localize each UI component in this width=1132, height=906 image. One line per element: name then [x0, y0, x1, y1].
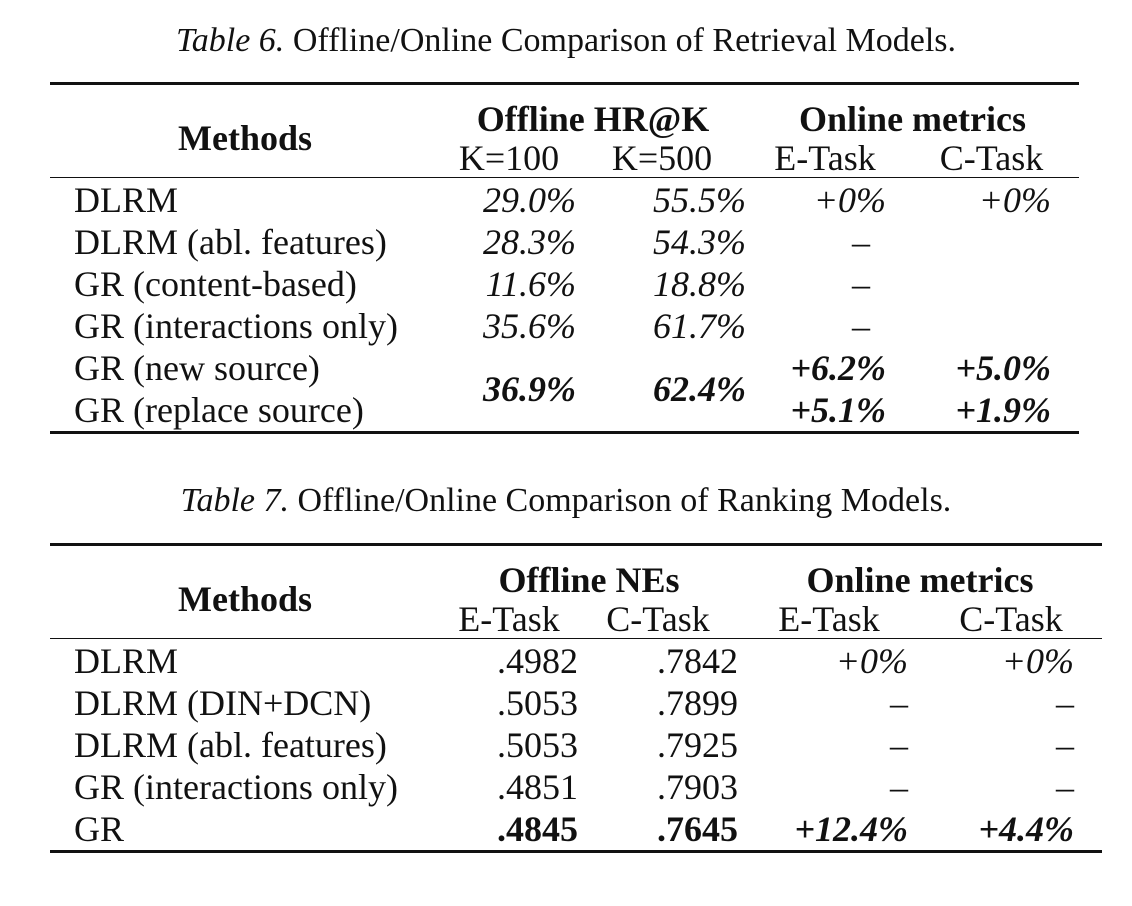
- method-cell: GR (interactions only): [74, 767, 398, 807]
- etask-cell: –: [852, 222, 870, 262]
- table-row: [50, 766, 1102, 808]
- k500-cell: 61.7%: [653, 306, 746, 346]
- methods-header: Methods: [178, 579, 312, 619]
- ne-ctask-cell: .7899: [657, 683, 738, 723]
- table-row: [50, 305, 1079, 347]
- table-row: [50, 179, 1079, 221]
- k500-cell: 54.3%: [653, 222, 746, 262]
- method-cell: DLRM: [74, 641, 179, 681]
- ne-ctask-cell: .7842: [657, 641, 738, 681]
- online-etask-header: E-Task: [778, 599, 880, 639]
- ne-etask-cell: .4845: [497, 809, 578, 849]
- retrieval-comparison-table: [50, 82, 1079, 443]
- online-metrics-header: Online metrics: [799, 99, 1026, 139]
- methods-header: Methods: [178, 118, 312, 158]
- online-etask-cell: +0%: [835, 641, 908, 681]
- table-row: [50, 724, 1102, 766]
- ne-etask-cell: .4851: [497, 767, 578, 807]
- etask-cell: +5.1%: [790, 390, 886, 430]
- ne-ctask-cell: .7903: [657, 767, 738, 807]
- online-ctask-cell: –: [1056, 725, 1074, 765]
- table6-caption: [0, 22, 1132, 60]
- ctask-cell: [904, 221, 1079, 263]
- ctask-cell: [904, 305, 1079, 347]
- ctask-cell: +5.0%: [955, 348, 1051, 388]
- method-cell: DLRM: [74, 180, 179, 220]
- method-cell: DLRM (abl. features): [74, 725, 387, 765]
- table-row: [50, 221, 1079, 263]
- method-cell: GR: [74, 809, 125, 849]
- ne-etask-cell: .4982: [497, 641, 578, 681]
- k100-cell: 11.6%: [485, 264, 576, 304]
- table7-caption-text: Offline/Online Comparison of Ranking Models.: [297, 482, 952, 519]
- etask-cell: –: [852, 264, 870, 304]
- k100-cell: 29.0%: [483, 180, 576, 220]
- table-row: [50, 263, 1079, 305]
- ne-ctask-cell: .7645: [657, 809, 738, 849]
- ne-ctask-cell: .7925: [657, 725, 738, 765]
- method-cell: GR (replace source): [74, 390, 364, 430]
- merged-k100-cell: 36.9%: [483, 369, 576, 409]
- table-row: [50, 347, 1079, 389]
- online-ctask-header: C-Task: [959, 599, 1063, 639]
- k500-cell: 55.5%: [653, 180, 746, 220]
- table6-caption-label: Table 6.: [175, 22, 285, 59]
- offline-ctask-header: C-Task: [606, 599, 710, 639]
- ctask-cell: [904, 263, 1079, 305]
- ranking-comparison-table: [50, 543, 1102, 862]
- online-ctask-cell: –: [1056, 683, 1074, 723]
- method-cell: GR (interactions only): [74, 306, 398, 346]
- method-cell: DLRM (DIN+DCN): [74, 683, 372, 723]
- offline-hr-header: Offline HR@K: [476, 99, 710, 139]
- k100-cell: 35.6%: [483, 306, 576, 346]
- table7-caption: [0, 482, 1132, 520]
- ne-etask-cell: .5053: [497, 683, 578, 723]
- ctask-cell: +1.9%: [955, 390, 1051, 430]
- ctask-header: C-Task: [939, 138, 1044, 178]
- online-ctask-cell: +0%: [1001, 641, 1074, 681]
- k100-cell: 28.3%: [483, 222, 576, 262]
- table-row: [50, 808, 1102, 852]
- merged-k500-cell: 62.4%: [653, 369, 746, 409]
- k100-header: K=100: [458, 138, 560, 178]
- table-row: [50, 682, 1102, 724]
- etask-cell: –: [852, 306, 870, 346]
- online-metrics-header: Online metrics: [806, 560, 1034, 600]
- ne-etask-cell: .5053: [497, 725, 578, 765]
- online-etask-cell: –: [890, 725, 908, 765]
- k500-header: K=500: [611, 138, 713, 178]
- etask-cell: +0%: [813, 180, 886, 220]
- online-etask-cell: –: [890, 683, 908, 723]
- online-etask-cell: +12.4%: [794, 809, 908, 849]
- offline-nes-header: Offline NEs: [498, 560, 680, 600]
- etask-header: E-Task: [774, 138, 876, 178]
- online-ctask-cell: –: [1056, 767, 1074, 807]
- table6-caption-text: Offline/Online Comparison of Retrieval Models.: [292, 22, 957, 59]
- online-ctask-cell: +4.4%: [978, 809, 1074, 849]
- method-cell: GR (content-based): [74, 264, 357, 304]
- method-cell: DLRM (abl. features): [74, 222, 387, 262]
- method-cell: GR (new source): [74, 348, 320, 388]
- ctask-cell: +0%: [978, 180, 1051, 220]
- table-row: [50, 640, 1102, 682]
- offline-etask-header: E-Task: [458, 599, 560, 639]
- etask-cell: +6.2%: [790, 348, 886, 388]
- table7-caption-label: Table 7.: [180, 482, 289, 519]
- k500-cell: 18.8%: [653, 264, 746, 304]
- online-etask-cell: –: [890, 767, 908, 807]
